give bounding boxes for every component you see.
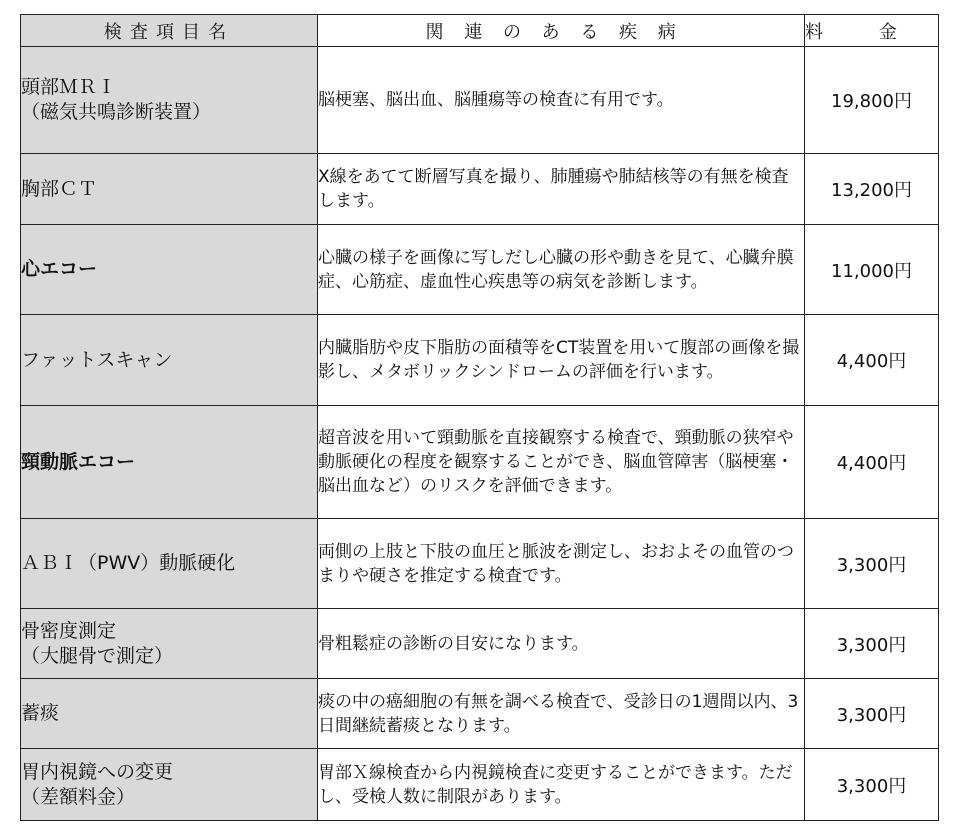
exam-name-cell [21, 679, 318, 749]
exam-name-cell [21, 749, 318, 821]
fee: 3,300円 [805, 749, 939, 821]
exam-name: 胃内視鏡への変更 [21, 760, 174, 783]
disease-description: 両側の上肢と下肢の血圧と脈波を測定し、おおよその血管のつまりや硬さを推定する検査です。 [318, 519, 805, 609]
table-row [21, 406, 939, 519]
exam-name-note: （大腿骨で測定） [21, 644, 174, 667]
exam-name: 骨密度測定 [21, 619, 117, 642]
fee: 11,000円 [805, 225, 939, 315]
exam-name-note: （差額料金） [21, 785, 136, 808]
fee: 3,300円 [805, 679, 939, 749]
disease-description: 超音波を用いて頸動脈を直接観察する検査で、頸動脈の狭窄や動脈硬化の程度を観察することができ、脳血管障害（脳梗塞・脳出血など）のリスクを評価できます。 [318, 406, 805, 519]
table-row [21, 679, 939, 749]
exam-name-cell [21, 315, 318, 406]
fee: 4,400円 [805, 406, 939, 519]
header-related-disease: 関連のある疾病 [318, 15, 805, 47]
exam-name: 心エコー [21, 258, 98, 280]
disease-description: 胃部Ｘ線検査から内視鏡検査に変更することができます。ただし、受検人数に制限があります。 [318, 749, 805, 821]
exam-name-cell [21, 519, 318, 609]
fee: 3,300円 [805, 519, 939, 609]
header-exam-name: 検査項目名 [21, 15, 318, 47]
disease-description: 骨粗鬆症の診断の目安になります。 [318, 609, 805, 679]
exam-name: ファットスキャン [21, 348, 173, 371]
exam-name: 蓄痰 [21, 702, 60, 724]
header-fee-char-2: 金 [878, 21, 899, 43]
exam-name: ＡＢＩ（PWV）動脈硬化 [21, 552, 236, 574]
disease-description: 内臓脂肪や皮下脂肪の面積等をCT装置を用いて腹部の画像を撮影し、メタボリックシンドロームの評価を行います。 [318, 315, 805, 406]
exam-name-note: （磁気共鳴診断装置） [21, 101, 212, 123]
exam-name-cell [21, 406, 318, 519]
exam-name: 頸動脈エコー [21, 450, 136, 473]
table-row [21, 519, 939, 609]
table-row [21, 609, 939, 679]
header-fee [805, 15, 939, 47]
table-row [21, 225, 939, 315]
header-row [21, 15, 939, 47]
fee: 3,300円 [805, 609, 939, 679]
exam-name-cell [21, 154, 318, 225]
exam-name-cell [21, 609, 318, 679]
disease-description: 脳梗塞、脳出血、脳腫瘍等の検査に有用です。 [318, 47, 805, 154]
header-fee-char-1: 料 [805, 21, 825, 43]
exam-name-cell [21, 47, 318, 154]
exam-name: 胸部ＣＴ [21, 177, 98, 200]
exam-name-cell [21, 225, 318, 315]
table-row [21, 47, 939, 154]
fee: 4,400円 [805, 315, 939, 406]
table-row [21, 749, 939, 821]
exam-fee-table [20, 14, 939, 821]
disease-description: X線をあてて断層写真を撮り、肺腫瘍や肺結核等の有無を検査します。 [318, 154, 805, 225]
exam-name: 頭部ＭＲＩ [21, 76, 117, 98]
fee: 19,800円 [805, 47, 939, 154]
disease-description: 心臓の様子を画像に写しだし心臓の形や動きを見て、心臓弁膜症、心筋症、虚血性心疾患等の病気を診断します。 [318, 225, 805, 315]
disease-description: 痰の中の癌細胞の有無を調べる検査で、受診日の1週間以内、3日間継続蓄痰となります。 [318, 679, 805, 749]
table-row [21, 154, 939, 225]
table-row [21, 315, 939, 406]
fee: 13,200円 [805, 154, 939, 225]
